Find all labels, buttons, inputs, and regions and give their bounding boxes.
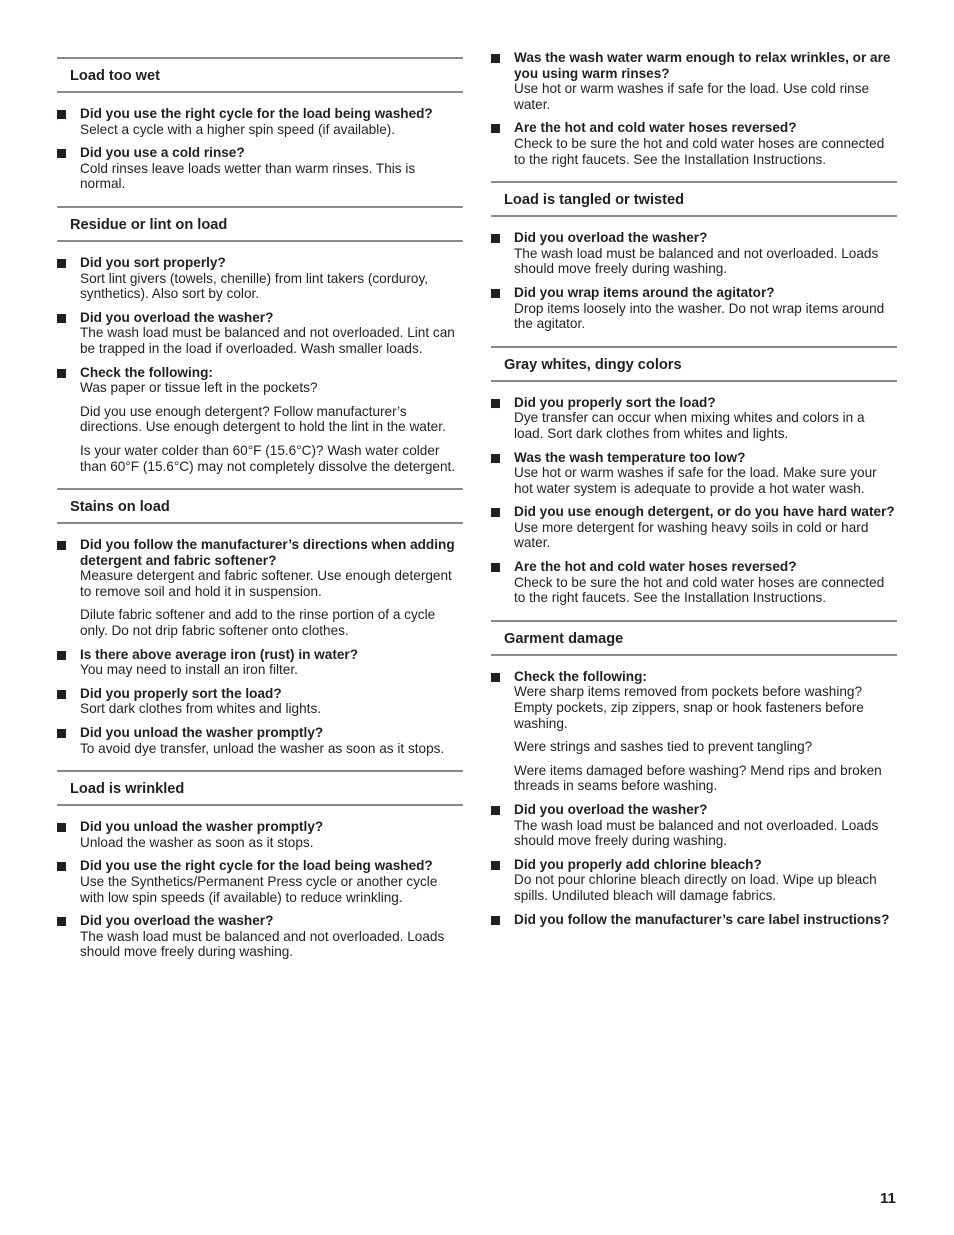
answer-text: Measure detergent and fabric softener. Use enough detergent to remove soil and hold it in suspension. xyxy=(80,568,452,599)
list-item xyxy=(491,912,897,928)
question-text: Check the following: xyxy=(514,668,647,684)
question-text: Did you use the right cycle for the load being washed? xyxy=(80,858,433,874)
square-bullet-icon xyxy=(491,234,500,243)
list-item xyxy=(491,802,897,849)
list-item xyxy=(491,857,897,904)
question-text: Are the hot and cold water hoses reversed? xyxy=(514,559,797,575)
answer-text: Dye transfer can occur when mixing whites and colors in a load. Sort dark clothes from whites and lights. xyxy=(514,410,865,441)
square-bullet-icon xyxy=(57,314,66,323)
answer-text: Unload the washer as soon as it stops. xyxy=(80,834,314,850)
list-item xyxy=(57,686,463,717)
list-item xyxy=(491,50,897,112)
question-text: Did you overload the washer? xyxy=(514,230,708,246)
answer-text: Is your water colder than 60°F (15.6°C)? Wash water colder than 60°F (15.6°C) may not completely dissolve the detergent. xyxy=(80,442,456,474)
list-item xyxy=(491,120,897,167)
question-text: Did you properly add chlorine bleach? xyxy=(514,856,762,872)
question-text: Was the wash water warm enough to relax wrinkles, or are you using warm rinses? xyxy=(514,50,891,81)
troubleshooting-section xyxy=(57,488,463,756)
question-text: Are the hot and cold water hoses reversed? xyxy=(514,120,797,136)
answer-text: Was paper or tissue left in the pockets? xyxy=(80,380,318,396)
square-bullet-icon xyxy=(491,861,500,870)
square-bullet-icon xyxy=(57,823,66,832)
right-column xyxy=(491,0,897,941)
answer-text: Sort lint givers (towels, chenille) from lint takers (corduroy, synthetics). Also sort by color. xyxy=(80,270,429,302)
square-bullet-icon xyxy=(57,729,66,738)
troubleshooting-section xyxy=(57,57,463,192)
page-number: 11 xyxy=(880,1190,896,1207)
troubleshooting-section xyxy=(57,770,463,960)
list-item xyxy=(491,669,897,794)
list-item xyxy=(491,230,897,277)
question-text: Did you properly sort the load? xyxy=(80,685,282,701)
question-text: Did you unload the washer promptly? xyxy=(80,819,324,835)
list-item xyxy=(491,285,897,332)
square-bullet-icon xyxy=(57,541,66,550)
answer-text: The wash load must be balanced and not overloaded. Lint can be trapped in the load if overloaded. Wash smaller loads. xyxy=(80,325,455,356)
square-bullet-icon xyxy=(491,124,500,133)
list-item xyxy=(57,255,463,302)
answer-text: Drop items loosely into the washer. Do not wrap items around the agitator. xyxy=(514,300,885,332)
square-bullet-icon xyxy=(57,690,66,699)
square-bullet-icon xyxy=(57,110,66,119)
section-heading: Residue or lint on load xyxy=(57,206,463,242)
square-bullet-icon xyxy=(57,651,66,660)
answer-text: Use hot or warm washes if safe for the load. Make sure your hot water system is adequate to provide a hot water wash. xyxy=(514,465,877,496)
list-item xyxy=(57,858,463,905)
answer-text: Did you use enough detergent? Follow manufacturer’s directions. Use enough detergent to hold the lint in the water. xyxy=(80,403,446,435)
answer-text: You may need to install an iron filter. xyxy=(80,662,298,678)
answer-text: Check to be sure the hot and cold water hoses are connected to the right faucets. See the Installation Instructions. xyxy=(514,574,885,606)
question-text: Did you follow the manufacturer’s care label instructions? xyxy=(514,911,890,927)
list-item xyxy=(57,725,463,756)
troubleshooting-section xyxy=(491,181,897,332)
troubleshooting-section xyxy=(491,50,897,167)
answer-text: Were sharp items removed from pockets before washing? Empty pockets, zip zippers, snap or hook fasteners before washing. xyxy=(514,684,864,731)
square-bullet-icon xyxy=(491,806,500,815)
square-bullet-icon xyxy=(57,917,66,926)
answer-text: To avoid dye transfer, unload the washer as soon as it stops. xyxy=(80,740,445,756)
answer-text: Were items damaged before washing? Mend rips and broken threads in seams before washing. xyxy=(514,762,882,794)
question-text: Check the following: xyxy=(80,364,213,380)
list-item xyxy=(57,145,463,192)
list-item xyxy=(57,819,463,850)
square-bullet-icon xyxy=(57,369,66,378)
list-item xyxy=(57,365,463,475)
square-bullet-icon xyxy=(491,563,500,572)
answer-text: Use more detergent for washing heavy soils in cold or hard water. xyxy=(514,519,869,551)
square-bullet-icon xyxy=(57,862,66,871)
question-text: Did you unload the washer promptly? xyxy=(80,725,324,741)
list-item xyxy=(57,647,463,678)
list-item xyxy=(491,395,897,442)
answer-text: The wash load must be balanced and not overloaded. Loads should move freely during washing. xyxy=(80,928,445,960)
answer-text: Use hot or warm washes if safe for the load. Use cold rinse water. xyxy=(514,81,870,112)
square-bullet-icon xyxy=(57,259,66,268)
question-text: Did you use a cold rinse? xyxy=(80,145,245,161)
list-item xyxy=(57,913,463,960)
square-bullet-icon xyxy=(491,916,500,925)
section-heading: Load is wrinkled xyxy=(57,770,463,806)
troubleshooting-section xyxy=(57,206,463,474)
square-bullet-icon xyxy=(57,149,66,158)
answer-text: Were strings and sashes tied to prevent tangling? xyxy=(514,739,813,755)
list-item xyxy=(491,559,897,606)
question-text: Did you properly sort the load? xyxy=(514,394,716,410)
list-item xyxy=(491,450,897,497)
question-text: Did you overload the washer? xyxy=(80,309,274,325)
answer-text: Cold rinses leave loads wetter than warm rinses. This is normal. xyxy=(80,160,416,192)
list-item xyxy=(491,504,897,551)
list-item xyxy=(57,537,463,639)
answer-text: Do not pour chlorine bleach directly on load. Wipe up bleach spills. Undiluted bleach will damage fabrics. xyxy=(514,872,877,903)
question-text: Did you use enough detergent, or do you have hard water? xyxy=(514,504,895,520)
answer-text: The wash load must be balanced and not overloaded. Loads should move freely during washing. xyxy=(514,817,879,849)
troubleshooting-section xyxy=(491,620,897,927)
section-heading: Gray whites, dingy colors xyxy=(491,346,897,382)
question-text: Did you wrap items around the agitator? xyxy=(514,284,775,300)
question-text: Did you overload the washer? xyxy=(80,913,274,929)
square-bullet-icon xyxy=(491,54,500,63)
list-item xyxy=(57,310,463,357)
square-bullet-icon xyxy=(491,289,500,298)
section-heading: Garment damage xyxy=(491,620,897,656)
square-bullet-icon xyxy=(491,454,500,463)
section-heading: Stains on load xyxy=(57,488,463,524)
question-text: Did you use the right cycle for the load being washed? xyxy=(80,106,433,121)
answer-text: Dilute fabric softener and add to the rinse portion of a cycle only. Do not drip fabric softener onto clothes. xyxy=(80,607,436,639)
square-bullet-icon xyxy=(491,399,500,408)
list-item xyxy=(57,106,463,137)
question-text: Did you sort properly? xyxy=(80,254,226,270)
answer-text: Use the Synthetics/Permanent Press cycle or another cycle with low spin speeds (if available) to reduce wrinkling. xyxy=(80,874,438,905)
troubleshooting-section xyxy=(491,346,897,606)
left-column xyxy=(57,0,463,974)
square-bullet-icon xyxy=(491,508,500,517)
answer-text: Check to be sure the hot and cold water hoses are connected to the right faucets. See the Installation Instructions. xyxy=(514,135,885,167)
answer-text: Select a cycle with a higher spin speed (if available). xyxy=(80,121,396,137)
section-heading: Load is tangled or twisted xyxy=(491,181,897,217)
question-text: Did you follow the manufacturer’s directions when adding detergent and fabric softener? xyxy=(80,537,455,568)
square-bullet-icon xyxy=(491,673,500,682)
answer-text: The wash load must be balanced and not overloaded. Loads should move freely during washing. xyxy=(514,245,879,277)
question-text: Did you overload the washer? xyxy=(514,802,708,817)
section-heading: Load too wet xyxy=(57,57,463,93)
answer-text: Sort dark clothes from whites and lights. xyxy=(80,701,322,717)
question-text: Is there above average iron (rust) in water? xyxy=(80,646,359,662)
question-text: Was the wash temperature too low? xyxy=(514,449,746,465)
